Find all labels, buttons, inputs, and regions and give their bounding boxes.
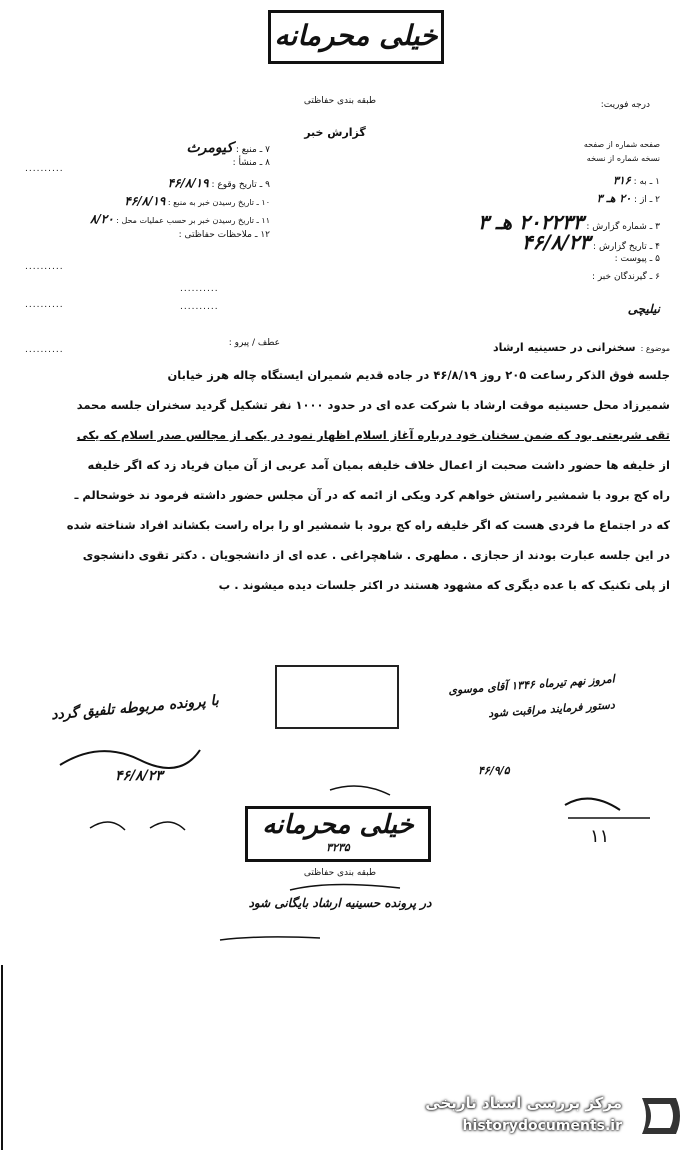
handwritten-note-right: امروز نهم تیرماه ۱۳۴۶ آقای موسوی <box>447 672 616 697</box>
dotted-line: .......... <box>25 345 64 355</box>
body-line: راه کج برود با شمشیر راستش خواهم کرد ویکی از ائمه که در آن مجلس حضور داشته فرمود ند خوشحالم ـ <box>74 488 670 502</box>
field-label: نسخه شماره <box>616 154 660 163</box>
field-value: ۴۶/۸/۱۹ <box>124 194 166 208</box>
classification-label-bottom: طبقه بندی حفاظتی <box>303 868 377 878</box>
field-label: ۱۰ ـ تاریخ رسیدن خبر به منبع : <box>167 198 270 207</box>
field-label: صفحه شماره <box>615 140 660 149</box>
field-value: ۴۶/۸/۲۳ <box>521 230 591 254</box>
bottom-stamp-number: ۳۲۳۵ <box>326 841 350 854</box>
field-received-date <box>20 194 270 212</box>
field-copy-number <box>400 154 660 174</box>
field-value: ۳۱۶ <box>612 174 631 187</box>
field-label: ۶ ـ گیرندگان خبر : <box>591 272 660 282</box>
field-value: از <box>606 140 613 149</box>
field-label: ۱۲ ـ ملاحظات حفاظتی : <box>178 230 270 240</box>
field-report-number <box>400 210 660 234</box>
dotted-line: .......... <box>180 284 219 294</box>
field-from <box>400 192 660 210</box>
handwritten-note-left: با پرونده مربوطه تلفیق گردد <box>50 692 220 724</box>
field-value: ۴۶/۸/۱۹ <box>167 176 209 190</box>
subject-text: سخنرانی در حسینیه ارشاد <box>493 341 636 354</box>
bottom-stamp-text: خیلی محرمانه <box>262 810 414 840</box>
field-label: ۸ ـ منشأ : <box>232 158 270 168</box>
bottom-note: در پرونده حسینیه ارشاد بایگانی شود <box>248 896 432 910</box>
field-security-notes <box>20 230 270 248</box>
signature-stroke <box>220 937 320 940</box>
field-recipients <box>400 272 660 290</box>
top-secret-stamp <box>268 10 444 64</box>
field-value: ۲۰۲۲۳۳ هـ ۳ <box>477 210 584 234</box>
urgency-label: درجه فوریت: <box>600 100 650 110</box>
date-mid: ۴۶/۹/۵ <box>478 764 510 777</box>
classification-label: طبقه بندی حفاظتی <box>303 96 377 106</box>
field-label: ۹ ـ تاریخ وقوع : <box>211 180 270 190</box>
reference-label: عطف / پیرو : <box>228 338 280 348</box>
body-line: از پلی تکنیک که با عده دیگری که مشهود هستند در اکثر جلسات دیده میشوند . ب <box>218 578 670 592</box>
field-label: ۲ ـ از : <box>634 195 660 205</box>
watermark-site: historydocuments.ir <box>462 1118 622 1134</box>
body-line: جلسه فوق الذکر رساعت ۲۰۵ روز ۴۶/۸/۱۹ در جاده قدیم شمیران ایستگاه چاله هرز خیابان <box>167 368 670 382</box>
field-value: ۲۰ هـ ۳ <box>596 192 632 205</box>
report-title: گزارش خبر <box>304 126 366 139</box>
body-line: شمیرزاد محل حسینیه موقت ارشاد با شرکت عده ای در حدود ۱۰۰۰ نفر تشکیل گردید سخنران جلسه محمد <box>76 398 670 412</box>
field-label: ۷ ـ منبع : <box>235 145 270 155</box>
subject-label: موضوع : <box>640 344 670 353</box>
subject-row <box>300 336 670 355</box>
field-report-date <box>400 230 660 254</box>
dotted-line: .......... <box>180 302 219 312</box>
body-line: تقی شریعتی بود که ضمن سخنان خود درباره آغاز اسلام اظهار نمود در یکی از مجالس صدر اسلام که یکی <box>76 428 670 442</box>
field-extra: نسخه <box>586 154 606 163</box>
date-left: ۴۶/۸/۲۳ <box>115 768 163 784</box>
body-line: از خلیفه ها حضور داشت صحبت از اعمال خلاف خلیفه بمیان آمد عربی از آن میان فریاد زد که اگر خلیفه <box>87 458 670 472</box>
body-line: که در اجتماع ما فردی هست که اگر خلیفه راه کج برود با شمشیر او را براه راست بکشاند افراد شناخته شده <box>66 518 670 532</box>
report-body <box>15 368 670 608</box>
dotted-line: .......... <box>25 262 64 272</box>
field-value: از <box>608 154 615 163</box>
field-to <box>400 174 660 192</box>
page-number: ۱۱ <box>590 826 610 847</box>
signature-stroke <box>565 799 620 810</box>
small-signature: نیلیچی <box>627 302 660 316</box>
signature-stroke <box>330 786 390 795</box>
field-label: ۴ ـ تاریخ گزارش : <box>593 242 660 252</box>
signature-stroke <box>90 822 125 830</box>
field-value: کیومرث <box>186 140 233 156</box>
signature-stroke <box>60 750 200 768</box>
field-source <box>20 140 270 158</box>
signature-stroke <box>290 884 400 890</box>
field-label: ۱۱ ـ تاریخ رسیدن خبر بر حسب عملیات محل : <box>116 216 270 225</box>
field-label: ۱ ـ به : <box>633 177 660 187</box>
dotted-line: .......... <box>25 164 64 174</box>
body-line: در این جلسه عبارت بودند از حجازی . مطهری . شاهچراغی . عده ای از دانشجویان . دکتر تقوی دانشجوی <box>82 548 670 562</box>
field-label: ۵ ـ پیوست : <box>614 254 660 264</box>
field-occurrence-date <box>20 176 270 194</box>
dotted-line: .......... <box>25 300 64 310</box>
watermark-logo-icon <box>636 1090 686 1142</box>
received-stamp-box <box>275 665 399 729</box>
field-local-date <box>20 212 270 230</box>
handwritten-note-right-2: دستور فرمایند مراقبت شود <box>487 698 616 721</box>
field-attachment <box>400 254 660 272</box>
left-fields <box>20 140 270 248</box>
top-stamp-text: خیلی محرمانه <box>274 19 438 52</box>
field-page-number <box>400 140 660 154</box>
right-fields <box>400 140 660 290</box>
signature-stroke <box>150 822 185 830</box>
field-value: ۸/۲۰ <box>89 212 114 226</box>
watermark-org: مرکز بررسی اسناد تاریخی <box>425 1094 622 1112</box>
bottom-secret-stamp <box>245 806 431 862</box>
field-extra: صفحه <box>583 140 605 149</box>
field-label: ۳ ـ شماره گزارش : <box>586 222 660 232</box>
